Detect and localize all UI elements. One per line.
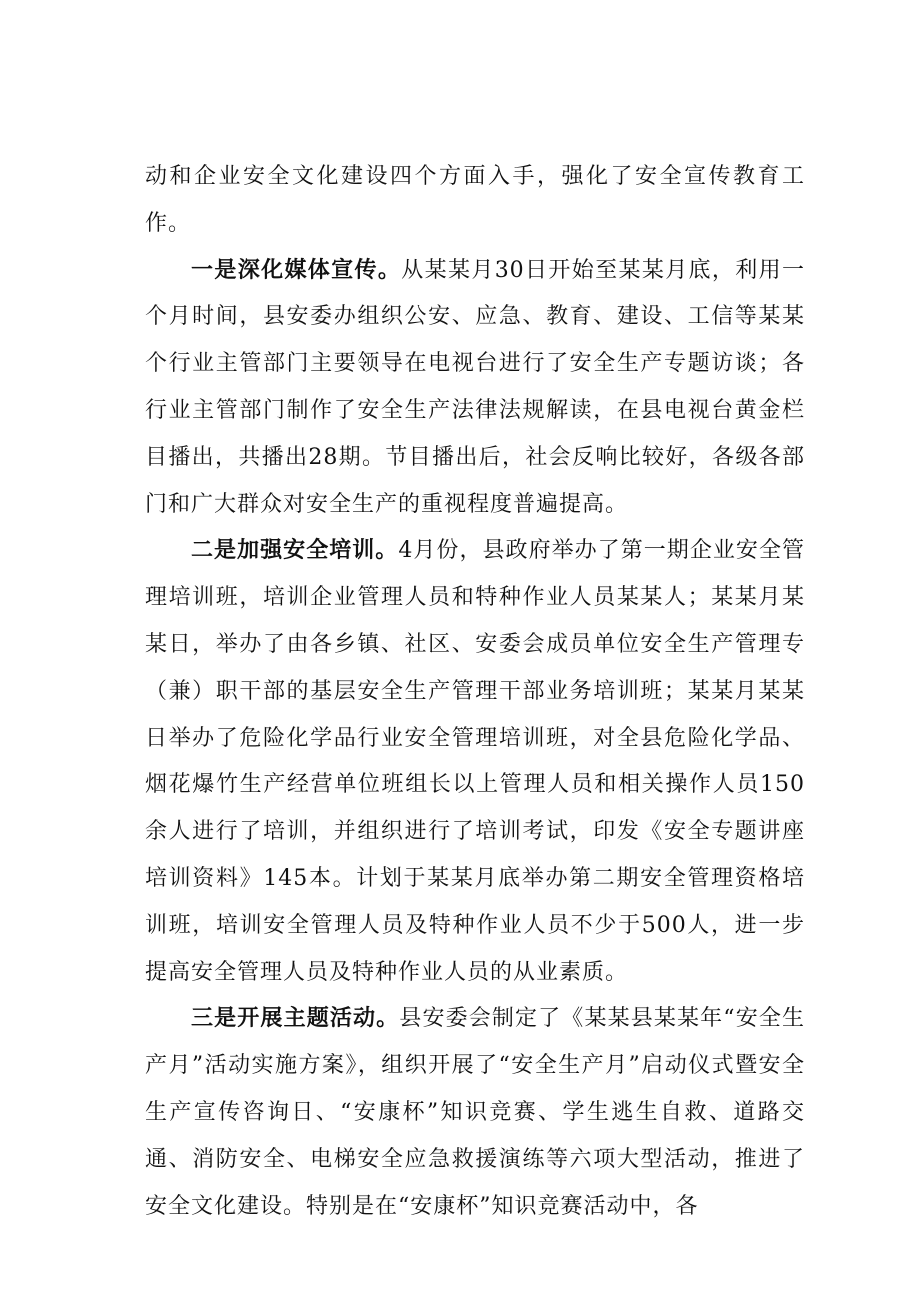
paragraph-theme-activities	[145, 996, 805, 1230]
paragraph-text: 4月份，县政府举办了第一期企业安全管理培训班，培训企业管理人员和特种作业人员某某人；某某月某某日，举办了由各乡镇、社区、安委会成员单位安全生产管理专（兼）职干部的基层安全生产管理干部业务培训班；某某月某某日举办了危险化学品行业安全管理培训班，对全县危险化学品、烟花爆竹生产经营单位班组长以上管理人员和相关操作人员150余人进行了培训，并组织进行了培训考试，印发《安全专题讲座培训资料》145本。计划于某某月底举办第二期安全管理资格培训班，培训安全管理人员及特种作业人员不少于500人，进一步提高安全管理人员及特种作业人员的从业素质。	[145, 538, 805, 985]
document-page	[145, 154, 805, 1230]
paragraph-text: 县安委会制定了《某某县某某年“安全生产月”活动实施方案》，组织开展了“安全生产月”启动仪式暨安全生产宣传咨询日、“安康杯”知识竞赛、学生逃生自救、道路交通、消防安全、电梯安全应急救援演练等六项大型活动，推进了安全文化建设。特别是在“安康杯”知识竞赛活动中，各	[145, 1006, 805, 1219]
paragraph-safety-training	[145, 528, 805, 996]
paragraph-intro-continuation	[145, 154, 805, 248]
paragraph-heading: 三是开展主题活动。	[191, 1006, 400, 1032]
paragraph-media-publicity	[145, 248, 805, 529]
paragraph-heading: 一是深化媒体宣传。	[191, 257, 402, 283]
paragraph-heading: 二是加强安全培训。	[191, 538, 399, 564]
paragraph-text: 从某某月30日开始至某某月底，利用一个月时间，县安委办组织公安、应急、教育、建设、工信等某某个行业主管部门主要领导在电视台进行了安全生产专题访谈；各行业主管部门制作了安全生产法律法规解读，在县电视台黄金栏目播出，共播出28期。节目播出后，社会反响比较好，各级各部门和广大群众对安全生产的重视程度普遍提高。	[145, 257, 805, 517]
paragraph-text: 动和企业安全文化建设四个方面入手，强化了安全宣传教育工作。	[145, 164, 805, 236]
